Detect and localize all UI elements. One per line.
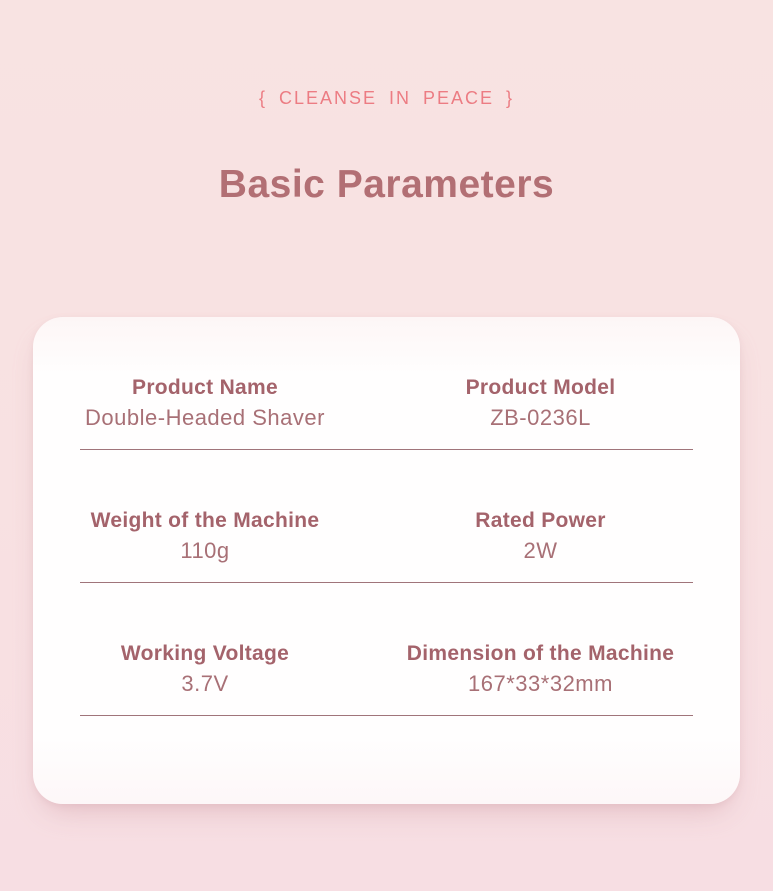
parameter-row	[33, 583, 740, 716]
parameter-columns	[33, 639, 740, 699]
parameter-value: 110g	[180, 538, 230, 563]
parameter-cell	[80, 639, 330, 699]
parameter-cell	[80, 373, 330, 433]
parameter-value: 2W	[523, 538, 558, 563]
divider	[80, 715, 693, 716]
parameter-value: 3.7V	[181, 671, 229, 696]
parameter-cell	[388, 639, 693, 699]
parameter-value: ZB-0236L	[490, 405, 591, 430]
parameter-columns	[33, 506, 740, 566]
parameter-label: Product Name	[132, 376, 278, 399]
parameter-value: 167*33*32mm	[468, 671, 613, 696]
parameters-card	[33, 317, 740, 804]
parameter-columns	[33, 373, 740, 433]
parameter-cell	[388, 506, 693, 566]
page-title: Basic Parameters	[218, 163, 555, 206]
tagline: { CLEANSE IN PEACE }	[258, 88, 515, 108]
parameter-label: Rated Power	[475, 509, 606, 532]
parameter-label: Product Model	[465, 376, 616, 399]
parameter-value: Double-Headed Shaver	[85, 405, 325, 430]
parameter-label: Dimension of the Machine	[406, 642, 675, 665]
parameter-label: Working Voltage	[120, 642, 290, 665]
parameter-cell	[388, 373, 693, 433]
parameter-label: Weight of the Machine	[90, 509, 320, 532]
parameter-cell	[80, 506, 330, 566]
parameter-row	[33, 450, 740, 583]
parameter-row	[33, 317, 740, 450]
